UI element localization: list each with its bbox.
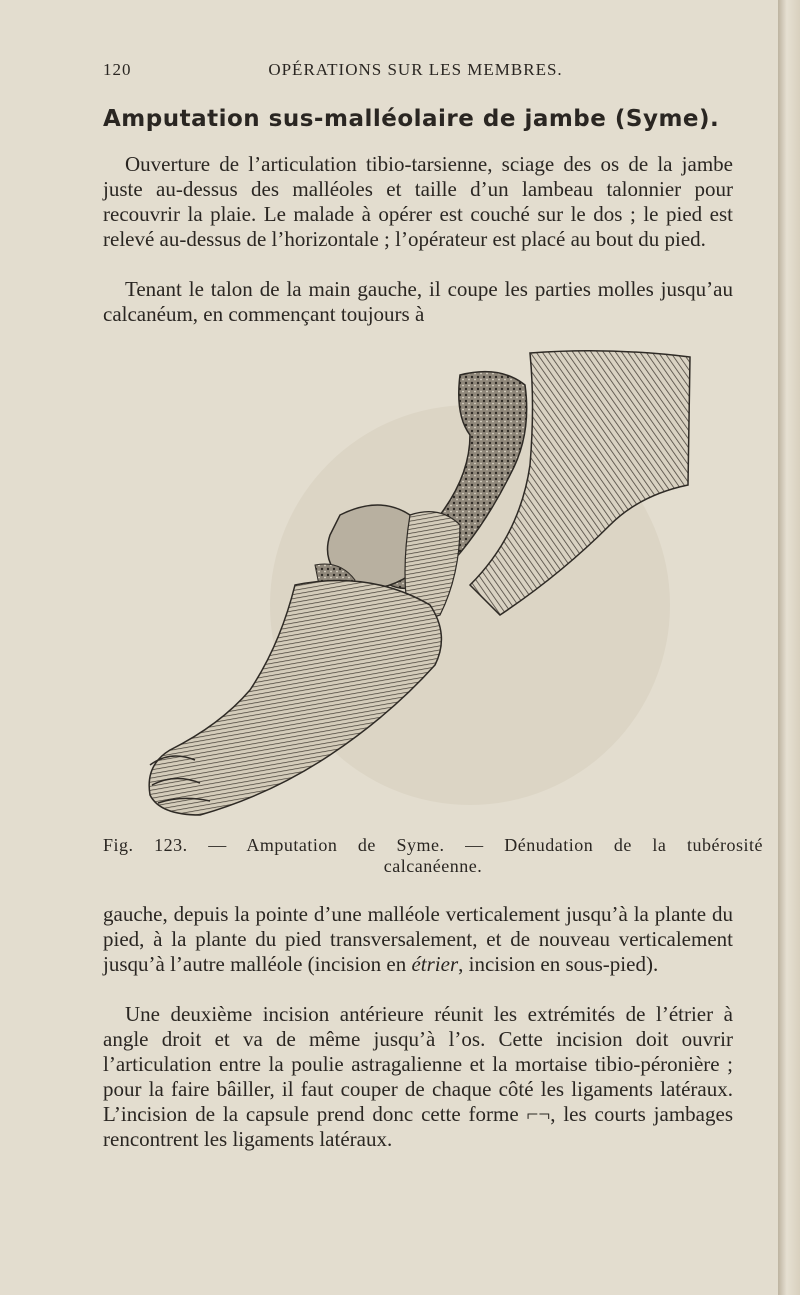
paragraph-2-end-tail: , incision en sous-pied). [458, 952, 659, 976]
paragraph-2-end [103, 902, 733, 977]
paragraph-3-text: Une deuxième incision antérieure réunit les extrémités de l’étrier à angle droit et va de même jusqu’à l’os. Cette incision doit ouvrir l’articulation entre la poulie astragalienne et la mortaise tibio-péronière ; pour la faire bâiller, il faut couper de chaque côté les ligaments latéraux. L’incision de la capsule prend donc cette forme ⌐¬, les courts jambages rencontrent les ligaments latéraux. [103, 1002, 733, 1151]
paragraph-2-end-text: gauche, depuis la pointe d’une malléole verticalement jusqu’à la plante du pied, à la plante du pied transversalement, et de nouveau verticalement jusqu’à l’autre malléole (incision en [103, 902, 733, 976]
paragraph-2-start-text: Tenant le talon de la main gauche, il coupe les parties molles jusqu’au calcanéum, en commençant toujours à [103, 277, 733, 326]
page-number: 120 [103, 60, 132, 79]
paragraph-1-text: Ouverture de l’articulation tibio-tarsienne, sciage des os de la jambe juste au-dessus des malléoles et taille d’un lambeau talonnier pour recouvrir la plaie. Le malade à opérer est couché sur le dos ; le pied est relevé au-dessus de l’horizontale ; l’opérateur est placé au bout du pied. [103, 152, 733, 251]
figure-illustration [140, 345, 700, 820]
amputated-foot-engraving [140, 345, 700, 820]
running-title: OPÉRATIONS SUR LES MEMBRES. [268, 60, 563, 79]
italic-term: étrier [411, 952, 459, 976]
section-title: Amputation sus-malléolaire de jambe (Syme). [103, 106, 720, 132]
paragraph-3 [103, 1002, 733, 1152]
figure-caption-line-2: calcanéenne. [383, 856, 483, 876]
page-edge [778, 0, 800, 1295]
paragraph-2-start [103, 277, 733, 327]
figure-caption-line-1: Fig. 123. — Amputation de Syme. — Dénudation de la tubérosité [103, 835, 763, 855]
running-head [103, 60, 728, 84]
paragraph-1 [103, 152, 733, 252]
figure-caption [103, 835, 763, 877]
